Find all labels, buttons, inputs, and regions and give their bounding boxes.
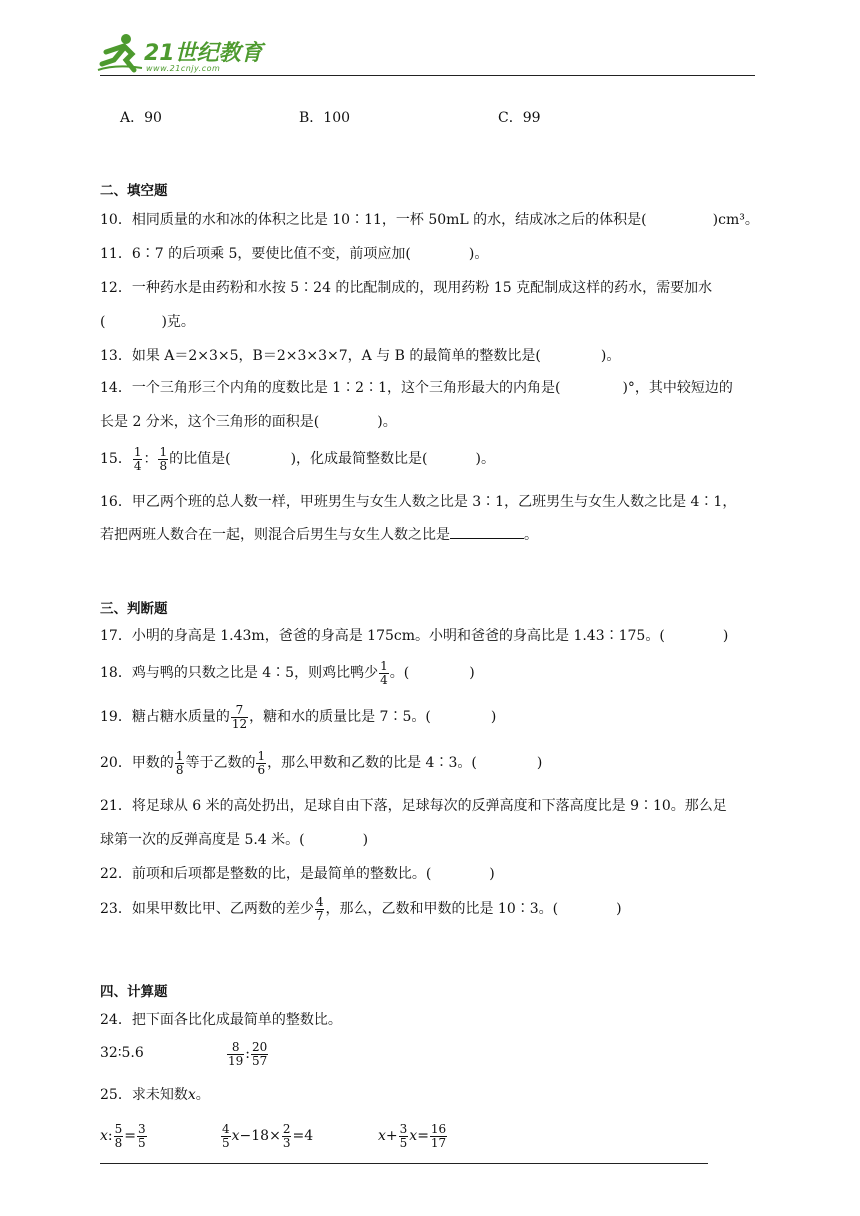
question-20: 20．甲数的 $\frac{1}{8}$ 等于乙数的 $\frac{1}{6}$ ，那么甲数和乙数的比是 4∶3。( ) bbox=[100, 748, 543, 777]
question-14-line2: 长是 2 分米，这个三角形的面积是( )。 bbox=[100, 414, 397, 430]
fraction: $\frac{3}{5}$ bbox=[399, 1121, 408, 1150]
logo-url: www.21cnjy.com bbox=[146, 64, 221, 73]
fraction: $\frac{20}{57}$ bbox=[252, 1039, 268, 1068]
question-13: 13．如果 A＝2×3×5，B＝2×3×3×7，A 与 B 的最简单的整数比是( )。 bbox=[100, 348, 621, 364]
section-calc-title: 四、计算题 bbox=[100, 984, 168, 1000]
question-17: 17．小明的身高是 1.43m，爸爸的身高是 175cm。小明和爸爸的身高比是 1.43∶175。( ) bbox=[100, 628, 729, 644]
question-11: 11．6∶7 的后项乘 5，要使比值不变，前项应加( )。 bbox=[100, 246, 489, 262]
ratio-expression-2: $\frac{8}{19}$ : $\frac{20}{57}$ bbox=[228, 1039, 268, 1068]
question-14-line1: 14．一个三角形三个内角的度数比是 1∶2∶1，这个三角形最大的内角是( )°，其中较短边的 bbox=[100, 380, 733, 396]
ratio-expression-1: 32∶5.6 bbox=[100, 1045, 144, 1061]
runner-logo-icon bbox=[96, 30, 146, 76]
fraction: $\frac{5}{8}$ bbox=[114, 1121, 123, 1150]
option-c: C．99 bbox=[498, 110, 541, 126]
question-12-line2: ( )克。 bbox=[100, 314, 195, 330]
equation-2: $\frac{4}{5}$ x−18× $\frac{2}{3}$ =4 bbox=[222, 1121, 314, 1150]
header-logo bbox=[96, 30, 263, 78]
question-21-line2: 球第一次的反弹高度是 5.4 米。( ) bbox=[100, 832, 369, 848]
question-23: 23．如果甲数比甲、乙两数的差少 $\frac{4}{7}$ ，那么，乙数和甲数的比是 10∶3。( ) bbox=[100, 894, 622, 923]
fraction: $\frac{2}{3}$ bbox=[282, 1121, 291, 1150]
fraction: $\frac{3}{5}$ bbox=[138, 1121, 146, 1150]
question-24: 24．把下面各比化成最简单的整数比。 bbox=[100, 1012, 342, 1028]
fraction: $\frac{1}{8}$ bbox=[159, 444, 168, 473]
section-fill-title: 二、填空题 bbox=[100, 183, 168, 199]
equation-3: x+ $\frac{3}{5}$ x= $\frac{16}{17}$ bbox=[378, 1121, 447, 1150]
question-15: 15． $\frac{1}{4}$ ： $\frac{1}{8}$ 的比值是( )，化成最简整数比是( )。 bbox=[100, 444, 495, 473]
question-16-line1: 16．甲乙两个班的总人数一样，甲班男生与女生人数之比是 3∶1，乙班男生与女生人数之比是 4∶1， bbox=[100, 494, 737, 510]
question-25: 25．求未知数x。 bbox=[100, 1087, 210, 1103]
question-12-line1: 12．一种药水是由药粉和水按 5∶24 的比配制成的，现用药粉 15 克配制成这样的药水，需要加水 bbox=[100, 280, 713, 296]
footer-rule bbox=[100, 1163, 708, 1164]
fraction: $\frac{1}{8}$ bbox=[175, 748, 184, 777]
question-18: 18．鸡与鸭的只数之比是 4∶5，则鸡比鸭少 $\frac{1}{4}$ 。( ) bbox=[100, 658, 475, 687]
fraction: $\frac{1}{6}$ bbox=[257, 748, 266, 777]
fraction: $\frac{1}{4}$ bbox=[380, 658, 388, 687]
fraction: $\frac{4}{5}$ bbox=[222, 1121, 230, 1150]
header-rule bbox=[100, 75, 755, 76]
fraction: $\frac{8}{19}$ bbox=[228, 1039, 244, 1068]
question-22: 22．前项和后项都是整数的比，是最简单的整数比。( ) bbox=[100, 866, 495, 882]
question-10: 10．相同质量的水和冰的体积之比是 10∶11，一杯 50mL 的水，结成冰之后的体积是( )cm³。 bbox=[100, 212, 759, 228]
option-b: B．100 bbox=[299, 110, 351, 126]
section-judge-title: 三、判断题 bbox=[100, 601, 168, 617]
equation-1: x: $\frac{5}{8}$ = $\frac{3}{5}$ bbox=[100, 1121, 146, 1150]
answer-blank[interactable] bbox=[450, 526, 524, 539]
question-16-line2: 若把两班人数合在一起，则混合后男生与女生人数之比是 。 bbox=[100, 527, 538, 543]
logo-text: 21世纪教育 bbox=[144, 41, 263, 66]
fraction: $\frac{7}{12}$ bbox=[231, 702, 248, 731]
question-21-line1: 21．将足球从 6 米的高处扔出，足球自由下落，足球每次的反弹高度和下落高度比是 9∶10。那么足 bbox=[100, 798, 727, 814]
fraction: $\frac{4}{7}$ bbox=[315, 894, 324, 923]
fraction: $\frac{1}{4}$ bbox=[133, 444, 142, 473]
question-19: 19．糖占糖水质量的 $\frac{7}{12}$ ，糖和水的质量比是 7∶5。( ) bbox=[100, 702, 497, 731]
fraction: $\frac{16}{17}$ bbox=[430, 1121, 447, 1150]
option-a: A．90 bbox=[120, 110, 162, 126]
